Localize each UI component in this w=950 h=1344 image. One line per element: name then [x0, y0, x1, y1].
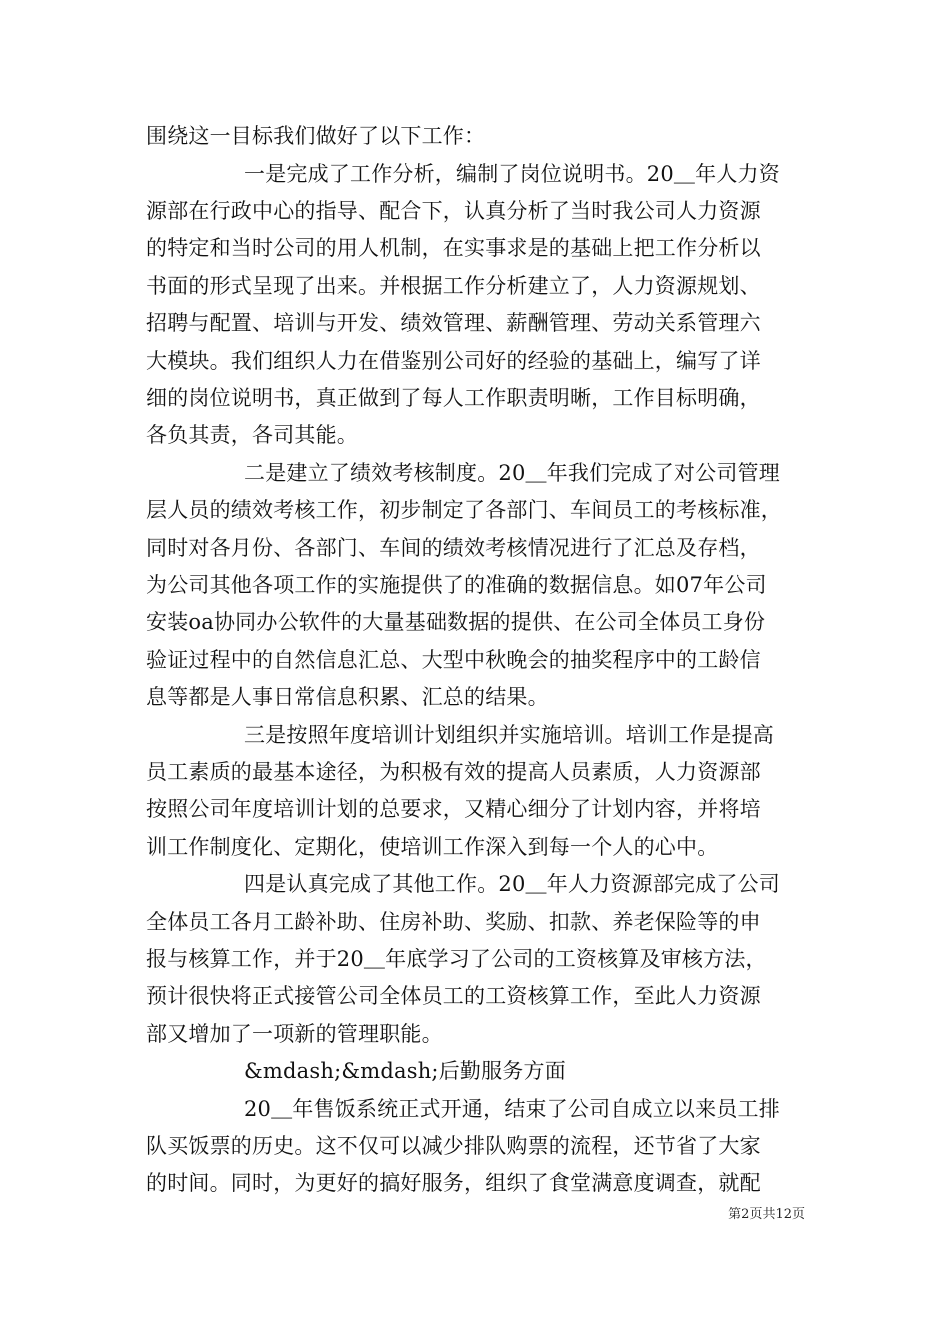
paragraph-first-line: 三是按照年度培训计划组织并实施培训。培训工作是提高 [244, 723, 774, 747]
text-line: 验证过程中的自然信息汇总、大型中秋晚会的抽奖程序中的工龄信 [146, 648, 761, 672]
text-line: 为公司其他各项工作的实施提供了的准确的数据信息。如07年公司 [146, 573, 767, 597]
text-line: 各负其责，各司其能。 [146, 423, 358, 447]
page-number-footer: 第2页共12页 [728, 1207, 805, 1222]
text-line: 报与核算工作，并于20＿年底学习了公司的工资核算及审核方法， [146, 947, 767, 971]
text-line: 同时对各月份、各部门、车间的绩效考核情况进行了汇总及存档， [146, 536, 761, 560]
text-line: 的特定和当时公司的用人机制，在实事求是的基础上把工作分析以 [146, 236, 761, 260]
text-line: 员工素质的最基本途径，为积极有效的提高人员素质，人力资源部 [146, 760, 761, 784]
text-line: 大模块。我们组织人力在借鉴别公司好的经验的基础上，编写了详 [146, 349, 761, 373]
text-line: 围绕这一目标我们做好了以下工作： [146, 124, 486, 148]
text-line: 按照公司年度培训计划的总要求，又精心细分了计划内容，并将培 [146, 797, 761, 821]
text-line: 源部在行政中心的指导、配合下，认真分析了当时我公司人力资源 [146, 199, 761, 223]
text-line: 预计很快将正式接管公司全体员工的工资核算工作，至此人力资源 [146, 984, 761, 1008]
text-line: 队买饭票的历史。这不仅可以减少排队购票的流程，还节省了大家 [146, 1134, 761, 1158]
text-line: 全体员工各月工龄补助、住房补助、奖励、扣款、养老保险等的申 [146, 910, 761, 934]
text-line: 细的岗位说明书，真正做到了每人工作职责明晰，工作目标明确， [146, 386, 761, 410]
text-line: 部又增加了一项新的管理职能。 [146, 1022, 443, 1046]
paragraph-first-line: 二是建立了绩效考核制度。20＿年我们完成了对公司管理 [244, 461, 780, 485]
text-line: 息等都是人事日常信息积累、汇总的结果。 [146, 685, 549, 709]
section-heading: &mdash;&mdash;后勤服务方面 [244, 1059, 566, 1083]
text-line: 安装oa协同办公软件的大量基础数据的提供、在公司全体员工身份 [146, 610, 766, 634]
text-line: 招聘与配置、培训与开发、绩效管理、薪酬管理、劳动关系管理六 [146, 311, 761, 335]
text-line: 训工作制度化、定期化，使培训工作深入到每一个人的心中。 [146, 835, 719, 859]
paragraph-first-line: 四是认真完成了其他工作。20＿年人力资源部完成了公司 [244, 872, 780, 896]
text-line: 书面的形式呈现了出来。并根据工作分析建立了，人力资源规划、 [146, 274, 761, 298]
paragraph-first-line: 20＿年售饭系统正式开通，结束了公司自成立以来员工排 [244, 1097, 780, 1121]
text-line: 的时间。同时，为更好的搞好服务，组织了食堂满意度调查，就配 [146, 1171, 761, 1195]
paragraph-first-line: 一是完成了工作分析，编制了岗位说明书。20＿年人力资 [244, 162, 780, 186]
text-line: 层人员的绩效考核工作，初步制定了各部门、车间员工的考核标准， [146, 498, 782, 522]
